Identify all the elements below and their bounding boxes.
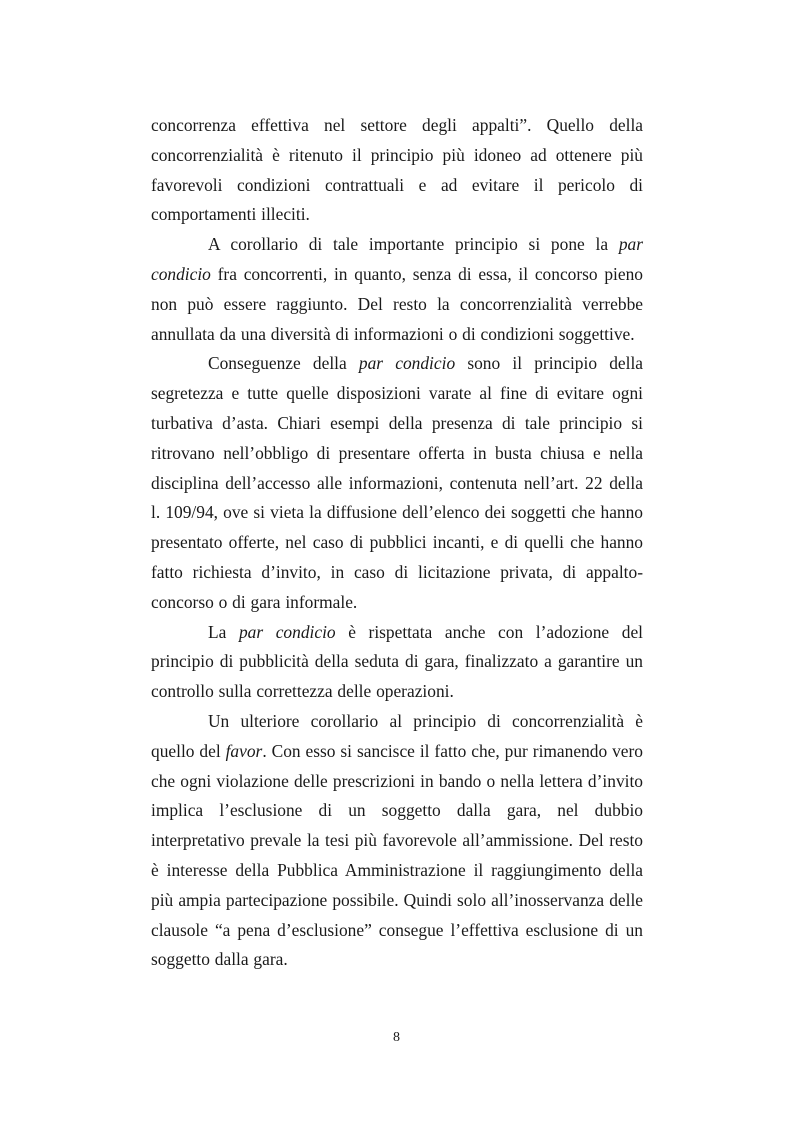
paragraph-text: Conseguenze della [208,353,359,374]
italic-term: par condicio [358,353,456,374]
italic-term: par condicio [151,234,643,284]
italic-term: favor [225,740,263,761]
paragraph-text: fra concorrenti, in quanto, senza di essa, il concorso pieno non può essere raggiunto. Del resto la concorrenzialità verrebbe annullata da una diversità di informazioni o di condizioni soggettive. [151,263,643,344]
paragraph-text: . Con esso si sancisce il fatto che, pur rimanendo vero che ogni violazione delle prescrizioni in bando o nella lettera d’invito implica l’esclusione di un soggetto dalla gara, nel dubbio interpretativo prevale la tesi più favorevole all’ammissione. Del resto è interesse della Pubblica Amministrazione il raggiungimento della più ampia partecipazione possibile. Quindi solo all’inosservanza delle clausole “a pena d’esclusione” consegue l’effettiva esclusione di un soggetto dalla gara. [151,740,643,970]
paragraph [151,230,643,349]
page-number: 8 [393,1030,400,1045]
paragraph-text: sono il principio della segretezza e tutte quelle disposizioni varate al fine di evitare ogni turbativa d’asta. Chiari esempi della presenza di tale principio si ritrovano nell’obbligo di presentare offerta in busta chiusa e nella disciplina dell’accesso alle informazioni, contenuta nell’art. 22 della l. 109/94, ove si vieta la diffusione dell’elenco dei soggetti che hanno presentato offerte, nel caso di pubblici incanti, e di quelli che hanno fatto richiesta d’invito, in caso di licitazione privata, di appalto-concorso o di gara informale. [151,353,643,612]
paragraph-text: La [208,621,239,642]
paragraph-text: Un ulteriore corollario al principio di concorrenzialità è quello del [151,710,643,761]
document-body [151,111,643,975]
paragraph-text: è rispettata anche con l’adozione del principio di pubblicità della seduta di gara, finalizzato a garantire un controllo sulla correttezza delle operazioni. [151,621,643,702]
italic-term: par condicio [238,621,336,642]
paragraph-text: A corollario di tale importante principio si pone la [208,234,619,255]
paragraph [151,349,643,617]
paragraph [151,618,643,707]
paragraph [151,111,643,230]
paragraph-text: concorrenza effettiva nel settore degli appalti”. Quello della concorrenzialità è ritenuto il principio più idoneo ad ottenere più favorevoli condizioni contrattuali e ad evitare il pericolo di comportamenti illeciti. [151,115,643,225]
paragraph [151,707,643,975]
